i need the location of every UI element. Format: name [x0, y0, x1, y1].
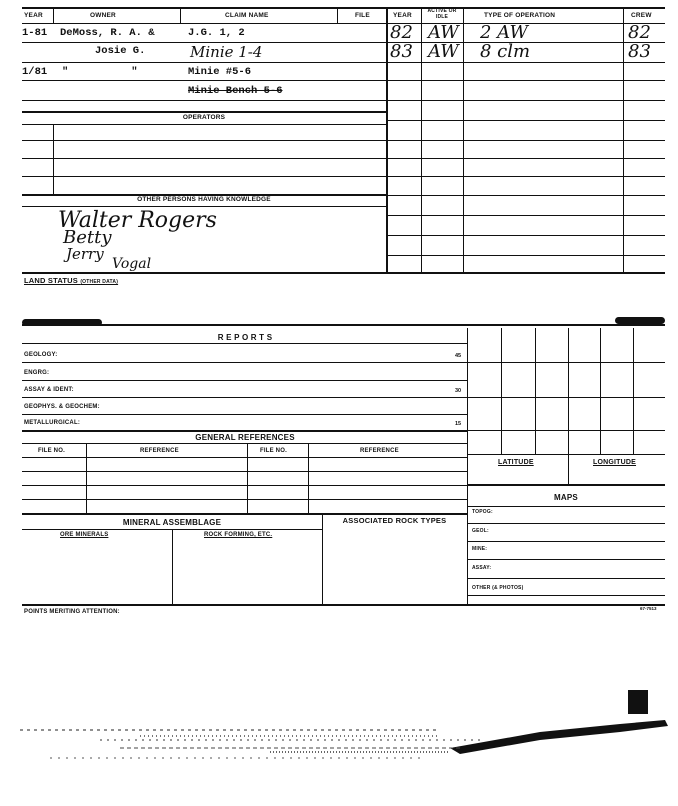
claim-owner-3: " ": [62, 66, 138, 78]
report-engrg: ENGRG:: [24, 370, 50, 376]
header-file: FILE: [355, 12, 370, 19]
report-geology-num: 45: [455, 353, 462, 359]
report-metallurgical-num: 15: [455, 421, 462, 427]
general-refs-reference: REFERENCE: [140, 448, 179, 454]
operators-title: OPERATORS: [182, 114, 226, 121]
others-title: OTHER PERSONS HAVING KNOWLEDGE: [137, 196, 271, 203]
activity-year-2: 83: [390, 41, 413, 62]
other-person-3: Jerry: [66, 245, 104, 263]
claim-name-4: Minie Bench 5-6: [188, 85, 283, 97]
scan-noise-band: [20, 710, 668, 780]
activity-crew-1: 82: [628, 22, 651, 43]
reports-title: R E P O R T S: [217, 333, 273, 342]
claim-owner-2: Josie G.: [95, 45, 146, 57]
header-year-2: YEAR: [393, 12, 412, 19]
report-geology: GEOLOGY:: [24, 352, 58, 358]
ore-minerals-label: ORE MINERALS: [60, 532, 109, 538]
land-status-label: LAND STATUS (OTHER DATA): [24, 276, 119, 285]
header-active-idle: ACTIVE OR IDLE: [427, 8, 457, 20]
report-geophys: GEOPHYS. & GEOCHEM:: [24, 404, 100, 410]
latitude-label: LATITUDE: [498, 459, 534, 466]
associated-rock-types: ASSOCIATED ROCK TYPES: [342, 516, 447, 525]
maps-geol: GEOL:: [472, 528, 489, 534]
claim-name-1: J.G. 1, 2: [188, 27, 245, 39]
claim-name-2: Minie 1-4: [190, 43, 263, 61]
maps-assay: ASSAY:: [472, 565, 492, 571]
maps-mine: MINE:: [472, 546, 488, 552]
claim-name-3: Minie #5-6: [188, 66, 252, 78]
mineral-title: MINERAL ASSEMBLAGE: [122, 518, 222, 527]
report-assay: ASSAY & IDENT:: [24, 387, 74, 393]
form-number: 67-7513: [640, 606, 657, 611]
header-owner: OWNER: [90, 12, 116, 19]
claim-owner-1: DeMoss, R. A. &: [60, 27, 155, 39]
ink-smudge-right: [615, 317, 665, 324]
claim-year-1: 1-81: [22, 27, 48, 39]
activity-crew-2: 83: [628, 41, 651, 62]
header-year: YEAR: [24, 12, 43, 19]
other-person-1: Walter Rogers: [58, 208, 217, 233]
maps-title: MAPS: [554, 493, 578, 502]
points-meriting-attention: POINTS MERITING ATTENTION:: [24, 609, 120, 615]
header-crew: CREW: [631, 12, 652, 19]
header-type-of-operation: TYPE OF OPERATION: [484, 12, 556, 19]
longitude-label: LONGITUDE: [593, 459, 637, 466]
other-person-4: Vogal: [112, 256, 152, 272]
report-metallurgical: METALLURGICAL:: [24, 420, 81, 426]
maps-topog: TOPOG:: [472, 509, 493, 515]
maps-other: OTHER (& PHOTOS): [472, 585, 524, 591]
general-refs-file-no: FILE NO.: [38, 448, 65, 454]
report-assay-num: 30: [455, 388, 462, 394]
general-refs-title: GENERAL REFERENCES: [195, 433, 295, 442]
activity-type-2: 8 clm: [480, 41, 531, 62]
activity-status-1: AW: [428, 22, 459, 43]
rock-forming-label: ROCK FORMING, ETC.: [204, 532, 273, 538]
activity-type-1: 2 AW: [480, 22, 528, 43]
activity-year-1: 82: [390, 22, 413, 43]
header-claim-name: CLAIM NAME: [225, 12, 269, 19]
general-refs-file-no-2: FILE NO.: [260, 448, 287, 454]
other-person-2: Betty: [63, 227, 112, 248]
activity-status-2: AW: [428, 41, 459, 62]
general-refs-reference-2: REFERENCE: [360, 448, 399, 454]
claim-year-3: 1/81: [22, 66, 48, 78]
